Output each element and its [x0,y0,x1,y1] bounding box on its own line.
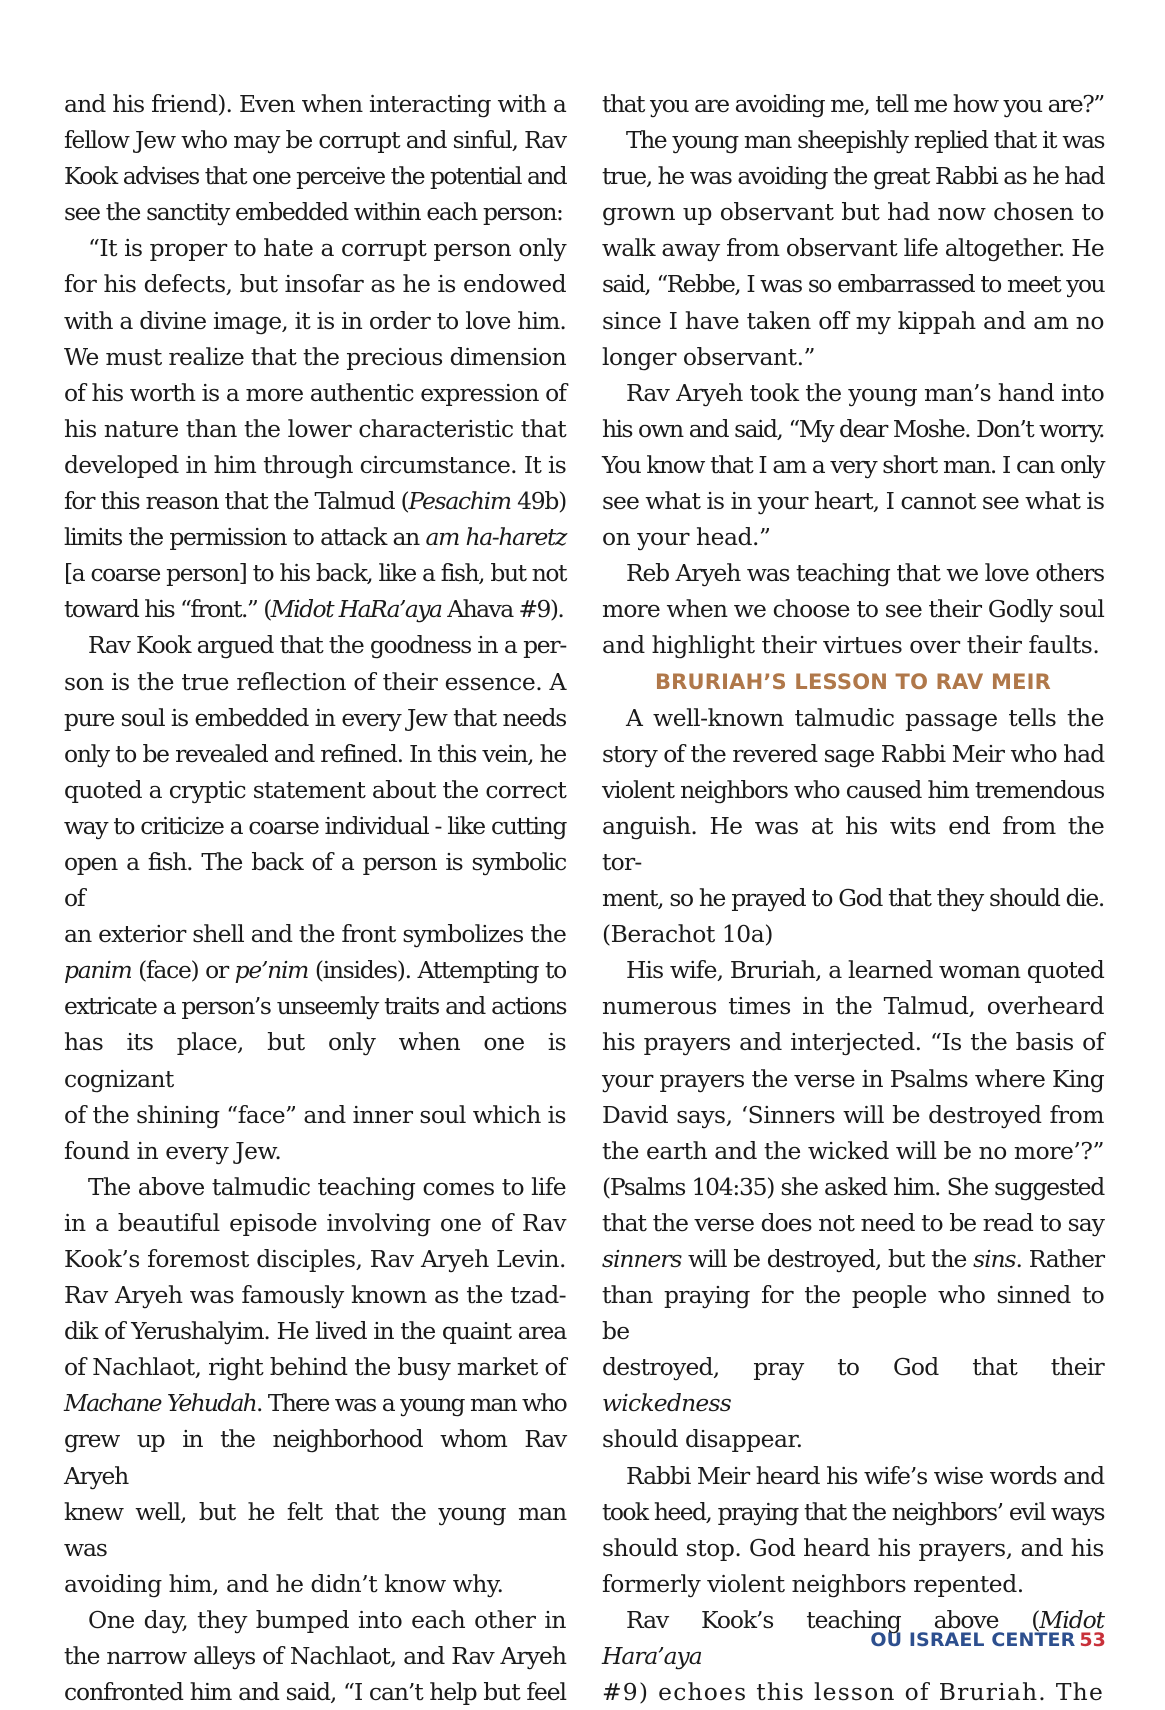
italic-text: panim [64,956,132,985]
text-line: developed in him through circumstance. It is [64,450,566,479]
text-run: . There was a young man who [255,1389,566,1418]
text-line: and his friend). Even when interacting with a [64,90,566,118]
text-line: Reb Aryeh was teaching that we love others [626,559,1104,588]
text-line: “It is proper to hate a corrupt person only [88,234,566,263]
text-line: pure soul is embedded in every Jew that needs [64,703,566,732]
text-line [602,1241,1104,1277]
text-line: Rav Aryeh took the young man’s hand into [626,378,1104,407]
italic-text: am ha-haretz [425,523,567,552]
text-line: your prayers the verse in Psalms where King [602,1064,1104,1093]
text-line: ment, so he prayed to God that they should die. [602,884,1104,913]
text-line: His wife, Bruriah, a learned woman quoted [626,956,1104,985]
text-line: grown up observant but had now chosen to [602,198,1104,227]
text-line: David says, ‘Sinners will be destroyed from [602,1100,1104,1129]
publication-name: OU ISRAEL CENTER [870,1629,1076,1651]
text-run: (insides). Attempting to [308,956,566,985]
italic-text: pe’nim [234,956,309,985]
text-line: The above talmudic teaching comes to life [88,1172,566,1201]
text-run: Ahava #9). [441,595,564,624]
text-line: an exterior shell and the front symbolizes the [64,920,566,949]
text-run: (face) or [131,956,235,985]
text-line: Rav Aryeh was famously known as the tzad- [64,1281,566,1310]
text-line: We must realize that the precious dimension [64,342,566,371]
text-run: for this reason that the Talmud ( [64,487,409,516]
right-column [602,86,1104,1710]
text-run: Rav Kook’s teaching above ( [626,1605,1040,1634]
text-line: and highlight their virtues over their faults. [602,631,1100,660]
text-line: see the sanctity embedded within each person: [64,198,563,227]
text-line: of the shining “face” and inner soul which is [64,1100,566,1129]
text-line: Kook advises that one perceive the potential and [64,162,566,191]
page-footer [870,1628,1106,1652]
text-line: confronted him and said, “I can’t help but feel [64,1678,566,1707]
text-line: walk away from observant life altogether. He [602,234,1104,263]
text-line: only to be revealed and refined. In this vein, he [64,739,566,768]
text-line: Rabbi Meir heard his wife’s wise words and [626,1461,1104,1490]
text-line: story of the revered sage Rabbi Meir who had [602,739,1104,768]
text-run: toward his “front.” ( [64,595,271,624]
text-line: (Berachot 10a) [602,920,773,949]
text-line: more when we choose to see their Godly soul [602,595,1104,624]
text-line: in a beautiful episode involving one of Rav [64,1208,566,1237]
text-line [64,483,566,519]
text-line: formerly violent neighbors repented. [602,1569,1024,1598]
text-line: should disappear. [602,1425,803,1454]
text-line: grew up in the neighborhood whom Rav Aryeh [64,1425,566,1490]
text-line: for his defects, but insofar as he is endowed [64,270,566,299]
italic-text: sinners [602,1245,682,1273]
text-line: The young man sheepishly replied that it was [626,126,1104,155]
text-line: avoiding him, and he didn’t know why. [64,1569,504,1598]
text-line: Kook’s foremost disciples, Rav Aryeh Levin. [64,1245,566,1273]
text-line: #9) echoes this lesson of Bruriah. The [602,1678,1104,1707]
text-line [64,1385,566,1421]
text-run: . Rather [1015,1245,1104,1273]
text-line [64,952,566,988]
italic-text: Machane Yehudah [64,1389,256,1418]
text-line: dik of Yerushalyim. He lived in the quaint area [64,1317,566,1346]
text-run: limits the permission to attack an [64,523,426,552]
text-line [602,1349,1104,1421]
text-line [64,519,566,555]
text-line: son is the true reflection of their essence. A [64,667,566,696]
text-line: should stop. God heard his prayers, and his [602,1533,1104,1562]
text-line: longer observant.” [602,342,816,371]
text-line: One day, they bumped into each other in [88,1605,566,1634]
text-line: fellow Jew who may be corrupt and sinful, Rav [64,126,566,155]
text-line: on your head.” [602,523,771,552]
text-line: knew well, but he felt that the young man was [64,1497,566,1562]
text-line: true, he was avoiding the great Rabbi as he had [602,162,1104,191]
italic-text: Midot HaRa’aya [270,595,442,624]
text-line: quoted a cryptic statement about the correct [64,775,566,804]
text-line: anguish. He was at his wits end from the tor- [602,811,1104,876]
text-line: took heed, praying that the neighbors’ evil ways [602,1497,1104,1526]
italic-text: wickedness [602,1389,732,1418]
text-line: of his worth is a more authentic expression of [64,378,566,407]
text-line: with a divine image, it is in order to love him. [64,306,566,335]
italic-text: Midot Hara’aya [602,1605,1104,1671]
text-line: see what is in your heart, I cannot see what is [602,487,1104,516]
text-line: his nature than the lower characteristic that [64,414,566,443]
text-run: 49b) [510,487,566,516]
section-heading: BRURIAH’S LESSON TO RAV MEIR [654,669,1052,694]
text-line: the earth and the wicked will be no more’?” [602,1136,1104,1165]
text-line: numerous times in the Talmud, overheard [602,992,1104,1021]
text-line: said, “Rebbe, I was so embarrassed to meet you [602,270,1104,299]
text-line: since I have taken off my kippah and am no [602,306,1104,335]
text-line: violent neighbors who caused him tremendous [602,775,1104,804]
text-line: Rav Kook argued that the goodness in a per- [88,631,566,660]
text-run: will be destroyed, but the [681,1245,974,1273]
text-line: way to criticize a coarse individual - like cutting [64,811,566,840]
text-line: extricate a person’s unseemly traits and actions [64,992,566,1021]
text-line: of Nachlaot, right behind the busy market of [64,1353,566,1382]
text-line: found in every Jew. [64,1136,282,1165]
italic-text: Pesachim [408,487,511,516]
text-line: than praying for the people who sinned to be [602,1281,1104,1346]
text-line: open a fish. The back of a person is symbolic of [64,847,566,913]
text-line [64,591,566,627]
text-line: that the verse does not need to be read to say [602,1208,1104,1237]
text-line: You know that I am a very short man. I can only [602,450,1104,479]
left-column [64,86,566,1710]
text-line: the narrow alleys of Nachlaot, and Rav Aryeh [64,1642,566,1671]
text-line: (Psalms 104:35) she asked him. She suggested [602,1172,1104,1201]
text-line: his own and said, “My dear Moshe. Don’t worry. [602,414,1104,443]
text-line: [a coarse person] to his back, like a fish, but not [64,559,566,588]
text-run: destroyed, pray to God that their [602,1353,1104,1382]
italic-text: sins [973,1245,1016,1273]
page-number: 53 [1079,1629,1106,1651]
text-line: his prayers and interjected. “Is the basis of [602,1028,1104,1057]
text-line: has its place, but only when one is cognizant [64,1028,566,1093]
text-line: that you are avoiding me, tell me how you are?” [602,90,1104,118]
text-line: A well-known talmudic passage tells the [626,703,1104,732]
